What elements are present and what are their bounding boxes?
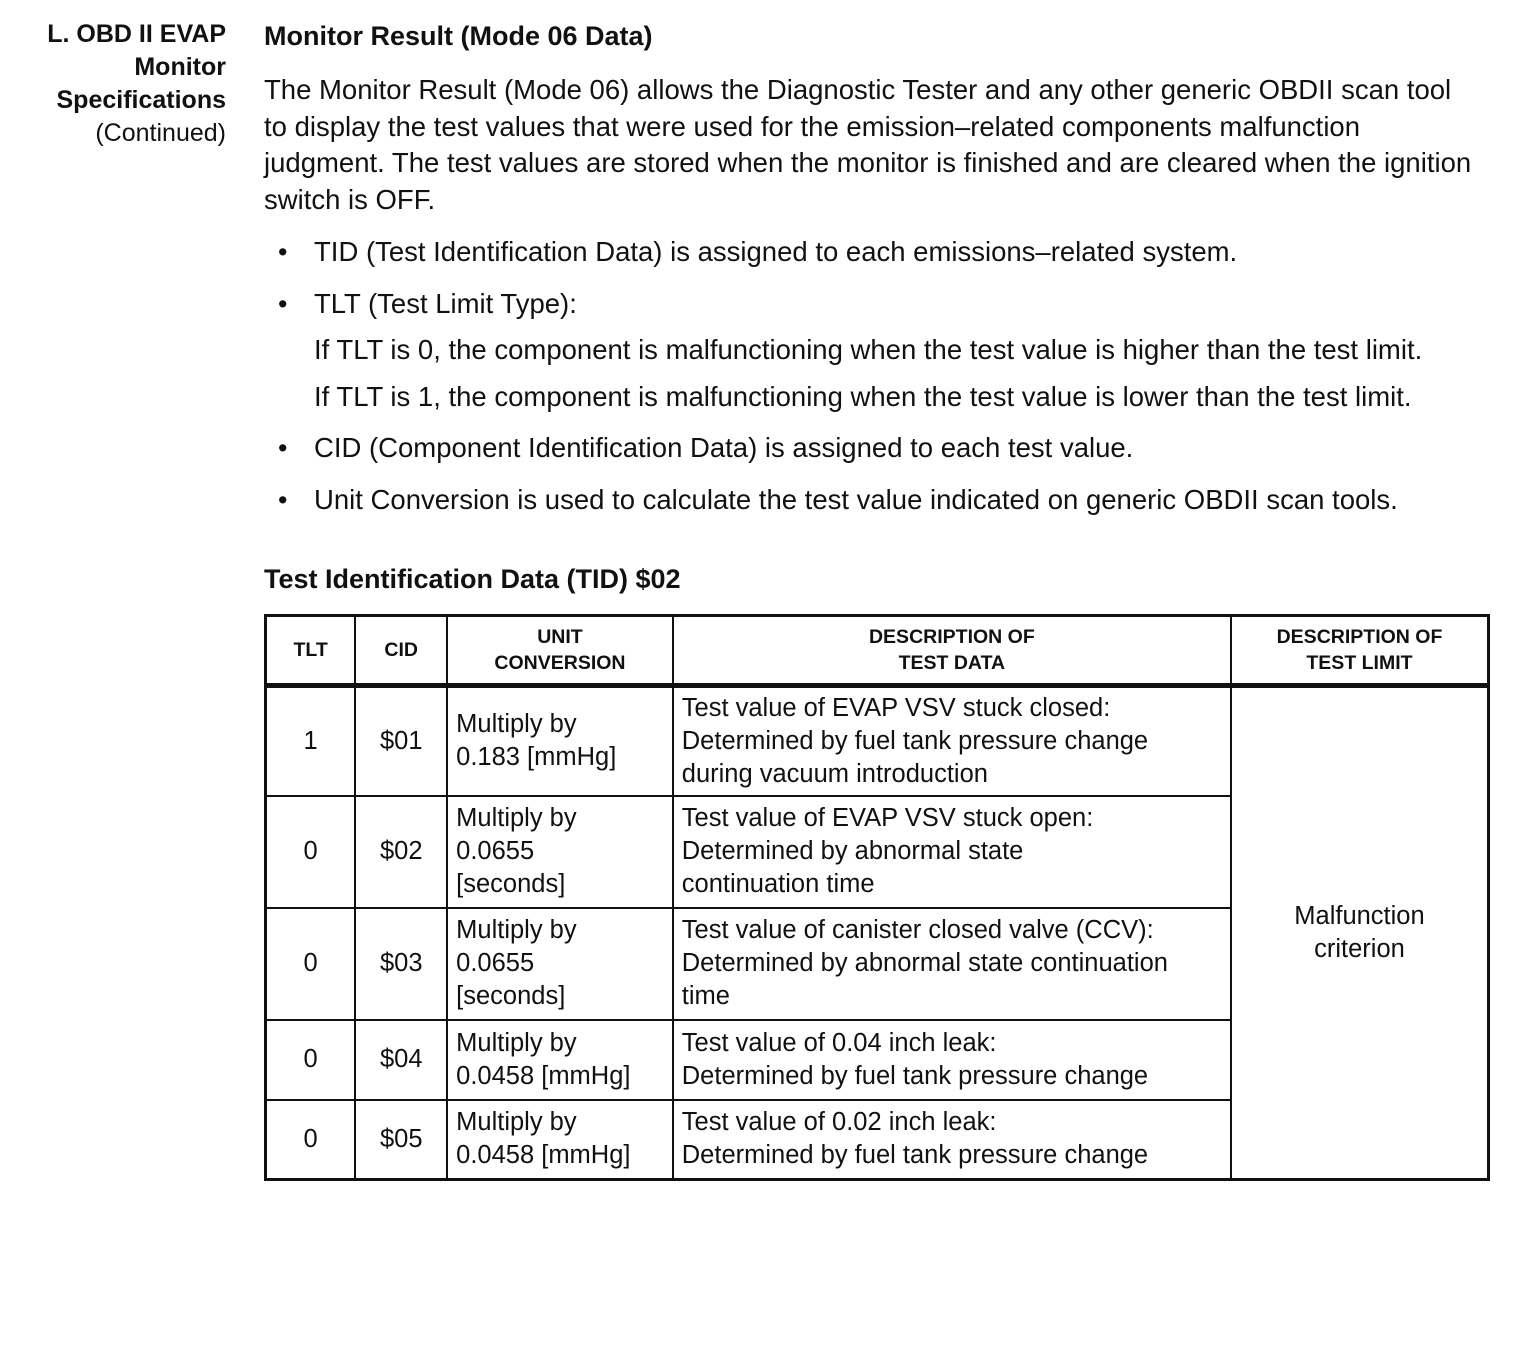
tid-table	[264, 614, 1490, 1181]
bullet-item-tlt	[264, 286, 1444, 416]
tlt-one-paragraph: If TLT is 1, the component is malfunctioning when the test value is lower than the test limit.	[314, 380, 1412, 412]
cell-tlt: 1	[266, 686, 356, 796]
cell-test-limit: Malfunction criterion	[1231, 686, 1489, 1180]
bullet-icon: •	[278, 288, 288, 319]
section-title: Monitor Result (Mode 06 Data)	[264, 21, 653, 51]
bullet-text: TID (Test Identification Data) is assigned to each emissions–related system.	[314, 236, 1238, 267]
bullet-item-tid	[264, 234, 1444, 271]
cell-description: Test value of EVAP VSV stuck open: Determined by abnormal state continuation time	[673, 796, 1231, 908]
table-title: Test Identification Data (TID) $02	[264, 564, 681, 594]
side-heading-subtitle: (Continued)	[95, 119, 226, 147]
cell-cid: $04	[355, 1020, 447, 1100]
cell-unit-conversion: Multiply by 0.0458 [mmHg]	[447, 1020, 673, 1100]
cell-description: Test value of 0.04 inch leak: Determined by fuel tank pressure change	[673, 1020, 1231, 1100]
bullet-icon: •	[278, 237, 288, 267]
bullet-item-cid	[264, 430, 1444, 467]
cell-unit-conversion: Multiply by 0.0655 [seconds]	[447, 796, 673, 908]
intro-paragraph: The Monitor Result (Mode 06) allows the Diagnostic Tester and any other generic OBDII scan tool to display the test values that were used for the emission–related components malfunction judgment. The test values are stored when the monitor is finished and are cleared when the ignition switch is OFF.	[264, 74, 1472, 215]
cell-tlt: 0	[266, 1100, 356, 1180]
bullet-icon: •	[278, 484, 288, 515]
table-header-row	[266, 616, 1489, 686]
cell-tlt: 0	[266, 908, 356, 1020]
cell-description: Test value of canister closed valve (CCV): Determined by abnormal state continuation time	[673, 908, 1231, 1020]
cell-unit-conversion: Multiply by 0.0655 [seconds]	[447, 908, 673, 1020]
bullet-icon: •	[278, 433, 288, 463]
table-row	[266, 686, 1489, 796]
main-content	[264, 18, 1500, 1181]
cell-cid: $01	[355, 686, 447, 796]
header-description-test-data: DESCRIPTION OF TEST DATA	[673, 616, 1231, 686]
cell-unit-conversion: Multiply by 0.0458 [mmHg]	[447, 1100, 673, 1180]
bullet-text: Unit Conversion is used to calculate the test value indicated on generic OBDII scan tools.	[314, 483, 1398, 515]
side-heading	[10, 18, 226, 150]
header-cid: CID	[355, 616, 447, 686]
cell-tlt: 0	[266, 796, 356, 908]
cell-description: Test value of 0.02 inch leak: Determined by fuel tank pressure change	[673, 1100, 1231, 1180]
cell-cid: $02	[355, 796, 447, 908]
header-description-test-limit: DESCRIPTION OF TEST LIMIT	[1231, 616, 1489, 686]
bullet-list	[264, 234, 1444, 518]
cell-cid: $05	[355, 1100, 447, 1180]
cell-tlt: 0	[266, 1020, 356, 1100]
bullet-text: TLT (Test Limit Type):	[314, 287, 577, 319]
header-tlt: TLT	[266, 616, 356, 686]
header-unit-conversion: UNIT CONVERSION	[447, 616, 673, 686]
cell-unit-conversion: Multiply by 0.183 [mmHg]	[447, 686, 673, 796]
cell-cid: $03	[355, 908, 447, 1020]
side-heading-title: L. OBD II EVAP Monitor Specifications	[47, 20, 226, 114]
tlt-zero-paragraph: If TLT is 0, the component is malfunctioning when the test value is higher than the test limit.	[314, 334, 1423, 365]
bullet-item-unit-conversion	[264, 482, 1444, 519]
cell-description: Test value of EVAP VSV stuck closed: Determined by fuel tank pressure change during vacuum introduction	[673, 686, 1231, 796]
bullet-text: CID (Component Identification Data) is assigned to each test value.	[314, 432, 1134, 463]
